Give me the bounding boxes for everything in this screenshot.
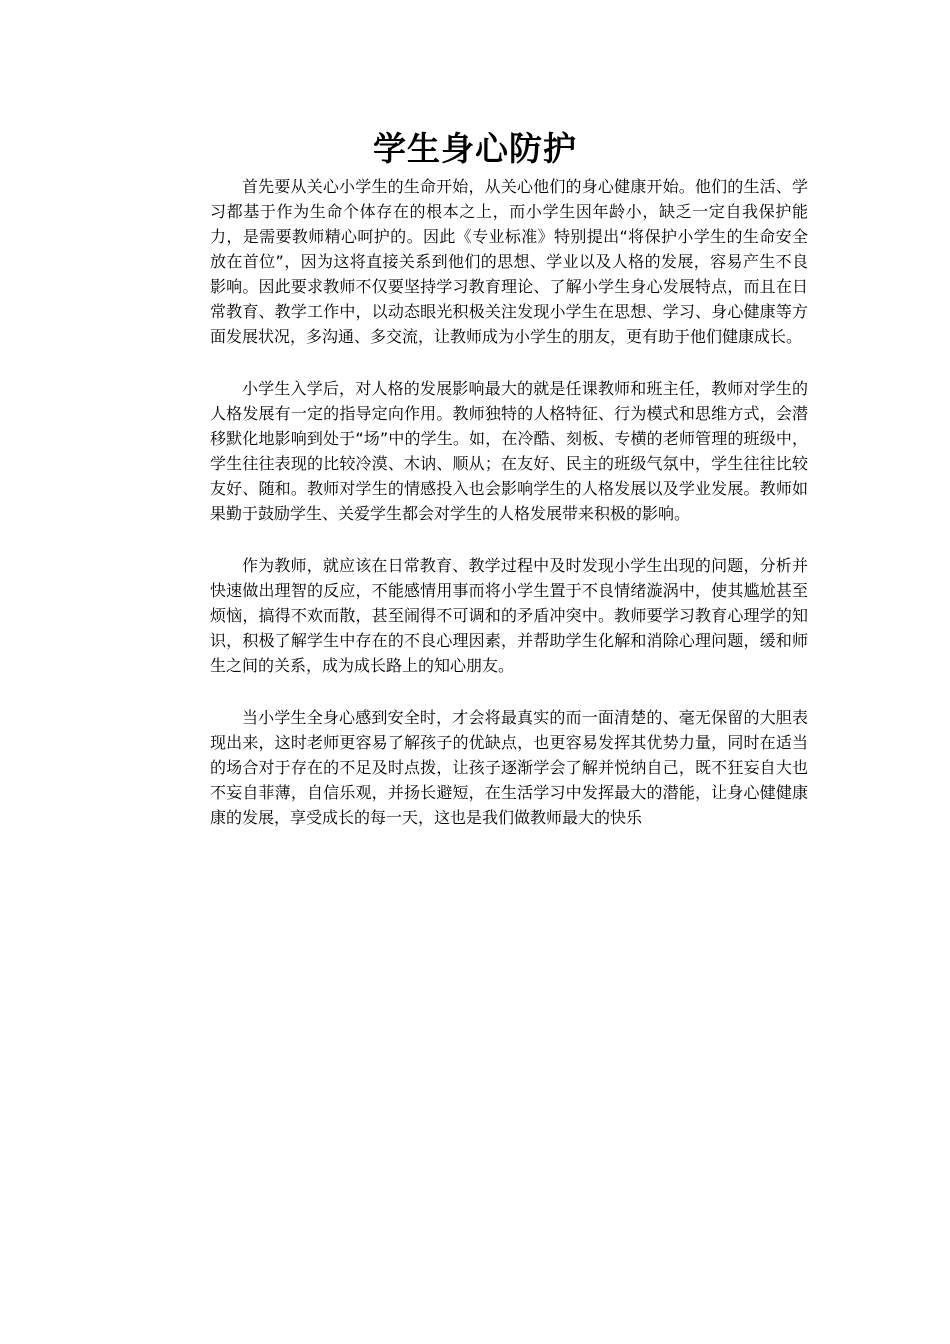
paragraph-3: 作为教师，就应该在日常教育、教学过程中及时发现小学生出现的问题，分析并快速做出理智的反应，不能感情用事而将小学生置于不良情绪漩涡中，使其尴尬甚至烦恼，搞得不欢而散，甚至闹得不可调和的矛盾冲突中。教师要学习教育心理学的知识，积极了解学生中存在的不良心理因素，并帮助学生化解和消除心理问题，缓和师生之间的关系，成为成长路上的知心朋友。 xyxy=(210,556,808,675)
document-body xyxy=(210,174,808,857)
paragraph-1: 首先要从关心小学生的生命开始，从关心他们的身心健康开始。他们的生活、学习都基于作为生命个体存在的根本之上，而小学生因年龄小，缺乏一定自我保护能力，是需要教师精心呵护的。因此《专业标准》特别提出“将保护小学生的生命安全放在首位”，因为这将直接关系到他们的思想、学业以及人格的发展，容易产生不良影响。因此要求教师不仅要坚持学习教育理论、了解小学生身心发展特点，而且在日常教育、教学工作中，以动态眼光积极关注发现小学生在思想、学习、身心健康等方面发展状况，多沟通、多交流，让教师成为小学生的朋友，更有助于他们健康成长。 xyxy=(210,177,808,346)
document-title: 学生身心防护 xyxy=(373,129,577,168)
paragraph-2: 小学生入学后，对人格的发展影响最大的就是任课教师和班主任，教师对学生的人格发展有一定的指导定向作用。教师独特的人格特征、行为模式和思维方式，会潜移默化地影响到处于“场”中的学生。如，在冷酷、刻板、专横的老师管理的班级中，学生往往表现的比较冷漠、木讷、顺从；在友好、民主的班级气氛中，学生往往比较友好、随和。教师对学生的情感投入也会影响学生的人格发展以及学业发展。教师如果勤于鼓励学生、关爱学生都会对学生的人格发展带来积极的影响。 xyxy=(210,379,808,523)
paragraph-4: 当小学生全身心感到安全时，才会将最真实的而一面清楚的、毫无保留的大胆表现出来，这时老师更容易了解孩子的优缺点，也更容易发挥其优势力量，同时在适当的场合对于存在的不足及时点拨，让孩子逐渐学会了解并悦纳自己，既不狂妄自大也不妄自菲薄，自信乐观，并扬长避短，在生活学习中发挥最大的潜能，让身心健健康康的发展，享受成长的每一天，这也是我们做教师最大的快乐 xyxy=(210,708,808,827)
